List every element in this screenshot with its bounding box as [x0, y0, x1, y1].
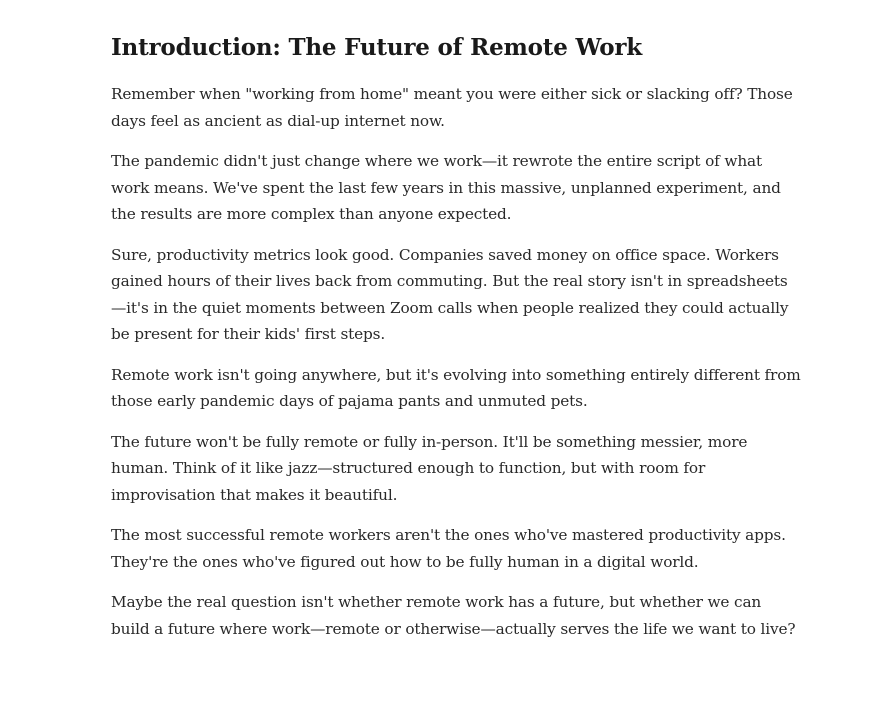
article-paragraph: Remote work isn't going anywhere, but it's evolving into something entirely different from those early pandemic days of pajama pants and unmuted pets.	[111, 365, 801, 410]
article-paragraph: The future won't be fully remote or fully in-person. It'll be something messier, more human. Think of it like jazz—structured enough to function, but with room for improvisation that makes it beautiful.	[111, 432, 748, 504]
article-paragraph: The pandemic didn't just change where we work—it rewrote the entire script of what work means. We've spent the last few years in this massive, unplanned experiment, and the results are more complex than anyone expected.	[111, 152, 781, 223]
article-title: Introduction: The Future of Remote Work	[111, 34, 643, 61]
article-paragraph: Maybe the real question isn't whether remote work has a future, but whether we can build a future where work—remote or otherwise—actually serves the life we want to live?	[111, 593, 796, 638]
article-paragraph: Sure, productivity metrics look good. Companies saved money on office space. Workers gained hours of their lives back from commuting. But the real story isn't in spreadsheets—it's in the quiet moments between Zoom calls when people realized they could actually be present for their kids' first steps.	[111, 245, 789, 343]
article	[111, 30, 801, 656]
article-paragraph: Remember when "working from home" meant you were either sick or slacking off? Those days feel as ancient as dial-up internet now.	[111, 85, 793, 130]
article-paragraph: The most successful remote workers aren't the ones who've mastered productivity apps. They're the ones who've figured out how to be fully human in a digital world.	[111, 526, 786, 571]
